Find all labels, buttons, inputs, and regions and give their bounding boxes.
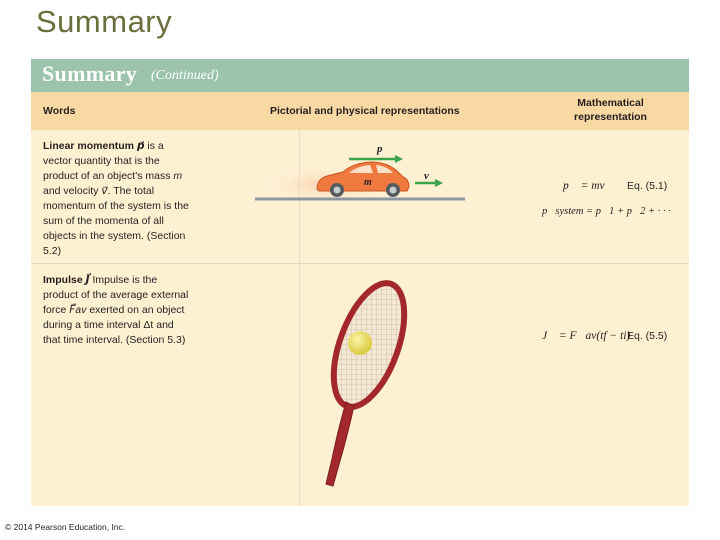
tennis-ball <box>348 331 372 355</box>
banner-subtitle: (Continued) <box>151 68 219 83</box>
eq-momentum-ref: Eq. (5.1) <box>627 180 668 192</box>
header-pictorial: Pictorial and physical representations <box>270 105 460 117</box>
impulse-term: Impulse <box>43 274 83 286</box>
summary-panel <box>31 59 689 506</box>
impulse-text-1: Impulse is the product of the average external force <box>43 274 189 316</box>
pictorial-figures <box>31 59 689 506</box>
banner-title: Summary <box>42 61 137 86</box>
momentum-text-3: . The total momentum of the system is the sum of the momenta of all objects in the system. (Section 5.2) <box>43 185 189 257</box>
momentum-term: Linear momentum <box>43 140 135 152</box>
slide-title: Summary <box>36 4 173 39</box>
eq-system-momentum: p⃗system = p⃗1 + p⃗2 + · · · <box>542 206 671 217</box>
momentum-var-m: m <box>173 170 183 182</box>
eq-impulse-ref: Eq. (5.5) <box>627 330 668 342</box>
impulse-symbol: J⃗ <box>85 274 90 286</box>
momentum-text-1: is a vector quantity that is the product of an object's mass <box>43 140 174 182</box>
racket-figure <box>320 269 421 486</box>
eq-impulse: J⃗ = F⃗av(tf − ti) <box>542 330 631 342</box>
momentum-symbol: p⃗ <box>136 140 145 152</box>
eq-momentum: p⃗ = mv⃗ <box>563 180 614 192</box>
racket-handle <box>326 402 354 486</box>
momentum-var-v: v⃗ <box>101 185 108 197</box>
car-label-m: m <box>364 177 372 188</box>
header-words: Words <box>43 105 76 117</box>
impulse-var-f: F⃗av <box>69 304 87 316</box>
header-math-line1: Mathematical <box>577 97 644 109</box>
momentum-text-2: and velocity <box>43 185 102 197</box>
arrow-label-p: p⃗ <box>377 143 392 155</box>
impulse-text-2: exerted on an object during a time interval Δt and that time interval. (Section 5.3) <box>43 304 186 346</box>
arrow-label-v: v⃗ <box>424 170 438 182</box>
header-math-line2: representation <box>574 111 647 123</box>
car-figure <box>255 143 465 203</box>
copyright-footer: © 2014 Pearson Education, Inc. <box>5 522 126 532</box>
